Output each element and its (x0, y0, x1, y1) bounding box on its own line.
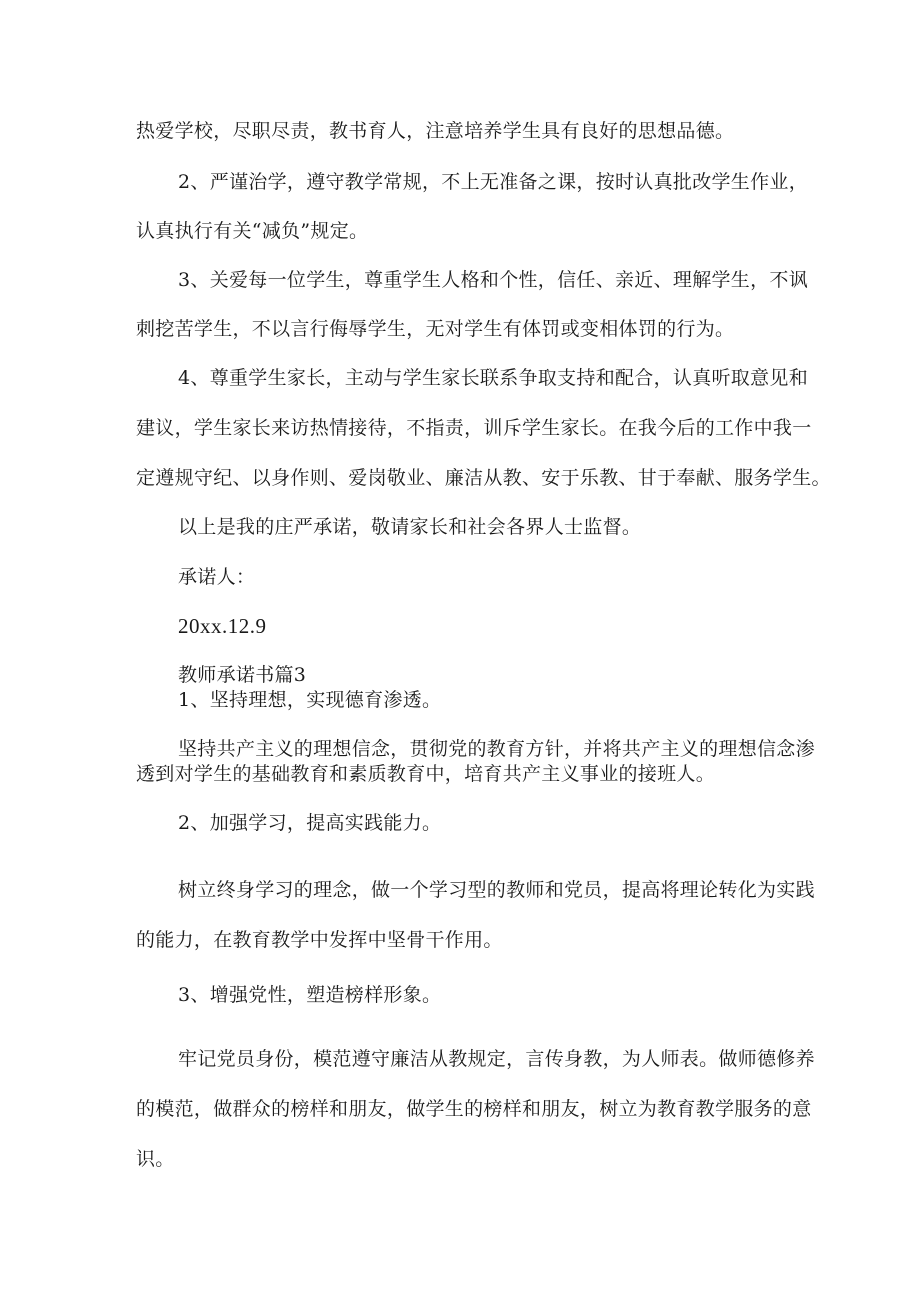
body-line: 定遵规守纪、以身作则、爱岗敬业、廉洁从教、安于乐教、甘于奉献、服务学生。 (136, 467, 831, 489)
body-line: 建议，学生家长来访热情接待，不指责，训斥学生家长。在我今后的工作中我一 (136, 417, 812, 439)
section-title: 教师承诺书篇3 (178, 664, 307, 686)
body-line: 1、坚持理想，实现德育渗透。 (178, 689, 442, 711)
signatory-label: 承诺人： (178, 566, 256, 588)
body-line: 4、尊重学生家长，主动与学生家长联系争取支持和配合，认真听取意见和 (178, 367, 808, 389)
date-line: 20xx.12.9 (178, 614, 267, 638)
body-line: 识。 (136, 1148, 175, 1170)
body-line: 树立终身学习的理念，做一个学习型的教师和党员，提高将理论转化为实践 (178, 879, 815, 901)
body-line: 3、增强党性，塑造榜样形象。 (178, 984, 442, 1006)
body-line: 透到对学生的基础教育和素质教育中，培育共产主义事业的接班人。 (136, 763, 716, 785)
body-line: 2、严谨治学，遵守教学常规，不上无准备之课，按时认真批改学生作业， (178, 171, 808, 193)
body-line: 2、加强学习，提高实践能力。 (178, 812, 442, 834)
body-line: 3、关爱每一位学生，尊重学生人格和个性，信任、亲近、理解学生，不讽 (178, 269, 808, 291)
body-line: 热爱学校，尽职尽责，教书育人，注意培养学生具有良好的思想品德。 (136, 120, 735, 142)
body-line: 坚持共产主义的理想信念，贯彻党的教育方针，并将共产主义的理想信念渗 (178, 738, 815, 760)
body-line: 刺挖苦学生，不以言行侮辱学生，无对学生有体罚或变相体罚的行为。 (136, 318, 735, 340)
body-line: 以上是我的庄严承诺，敬请家长和社会各界人士监督。 (178, 516, 642, 538)
body-line: 认真执行有关“减负”规定。 (136, 220, 369, 242)
body-line: 牢记党员身份，模范遵守廉洁从教规定，言传身教，为人师表。做师德修养 (178, 1048, 815, 1070)
body-line: 的模范，做群众的榜样和朋友，做学生的榜样和朋友，树立为教育教学服务的意 (136, 1098, 812, 1120)
body-line: 的能力，在教育教学中发挥中坚骨干作用。 (136, 929, 503, 951)
